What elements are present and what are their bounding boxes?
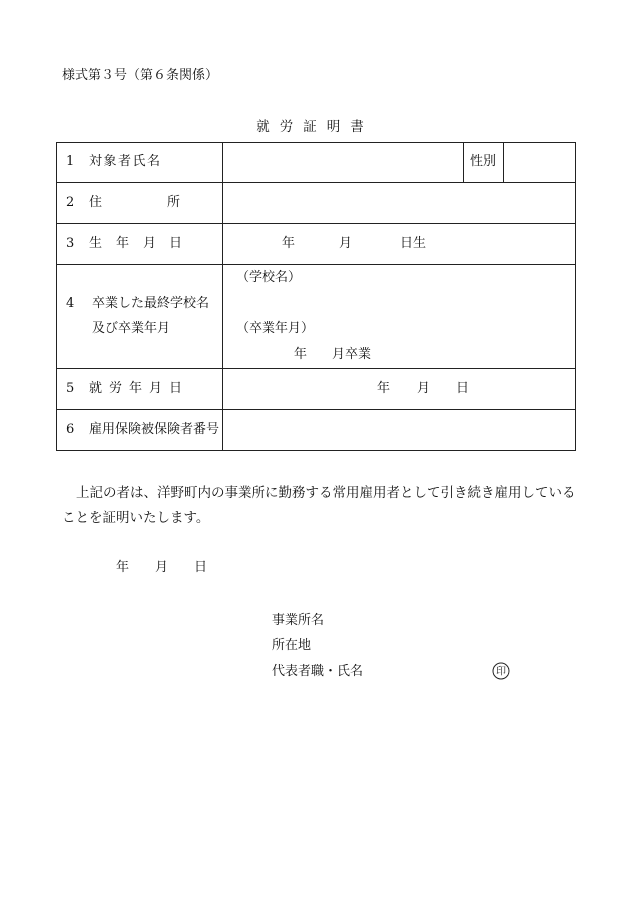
employment-label-char: 日 [169, 381, 183, 396]
employment-month-label: 月 [417, 381, 431, 396]
office-address-label: 所在地 [272, 638, 312, 653]
row-number: 3 [66, 236, 75, 251]
column-divider [222, 142, 223, 450]
document-title-text: 就労証明書 [256, 119, 374, 135]
issue-year-label: 年 [116, 560, 130, 575]
employment-year-label: 年 [377, 381, 391, 396]
employment-label-char: 就 [89, 381, 103, 396]
address-label-right: 所 [167, 195, 181, 210]
school-name-label: （学校名） [236, 270, 302, 285]
gender-divider-left [463, 142, 464, 182]
gender-label: 性別 [470, 154, 497, 169]
birth-label-char: 年 [116, 236, 130, 251]
graduation-month-label: 月卒業 [332, 347, 372, 362]
employment-day-label: 日 [456, 381, 470, 396]
employment-label-char: 月 [149, 381, 163, 396]
row-number: 6 [66, 422, 75, 437]
birth-label-char: 月 [143, 236, 157, 251]
birth-month-label: 月 [339, 236, 353, 251]
certification-statement: 上記の者は、洋野町内の事業所に勤務する常用雇用者として引き続き雇用していることを証明いたします。 [62, 485, 576, 526]
employment-label-char: 労 [109, 381, 123, 396]
row-number: 5 [66, 381, 75, 396]
insurance-number-field[interactable] [227, 415, 569, 445]
row-divider [56, 264, 576, 265]
row-number: 1 [66, 154, 75, 169]
name-field[interactable] [227, 147, 459, 177]
issue-month-label: 月 [155, 560, 169, 575]
employment-label-char: 年 [129, 381, 143, 396]
address-label-left: 住 [89, 195, 103, 210]
table-border-right [575, 142, 576, 450]
seal-char: 印 [496, 666, 506, 678]
table-border-top [56, 142, 576, 143]
insurance-number-label: 雇用保険被保険者番号 [89, 422, 220, 437]
birth-day-label: 日生 [400, 236, 427, 251]
issue-day-label: 日 [194, 560, 208, 575]
document-title [0, 121, 630, 135]
row-number: 2 [66, 195, 75, 210]
form-number: 様式第３号（第６条関係） [62, 68, 219, 83]
table-border-left [56, 142, 57, 450]
representative-label: 代表者職・氏名 [272, 664, 364, 679]
row-divider [56, 182, 576, 183]
school-label-line2: 及び卒業年月 [92, 321, 171, 336]
birth-year-label: 年 [282, 236, 296, 251]
seal-icon [492, 662, 510, 680]
graduation-date-label: （卒業年月） [236, 321, 315, 336]
gender-field[interactable] [508, 147, 570, 177]
row-divider [56, 368, 576, 369]
office-name-label: 事業所名 [272, 613, 325, 628]
graduation-year-label: 年 [294, 347, 308, 362]
certificate-table [56, 142, 576, 450]
row-divider [56, 409, 576, 410]
row-number: 4 [66, 296, 75, 311]
name-label: 対象者氏名 [89, 154, 162, 169]
school-label-line1: 卒業した最終学校名 [92, 296, 210, 311]
table-border-bottom [56, 450, 576, 451]
address-field[interactable] [227, 188, 569, 218]
gender-divider-right [503, 142, 504, 182]
birth-label-char: 生 [89, 236, 103, 251]
row-divider [56, 223, 576, 224]
birth-label-char: 日 [169, 236, 183, 251]
